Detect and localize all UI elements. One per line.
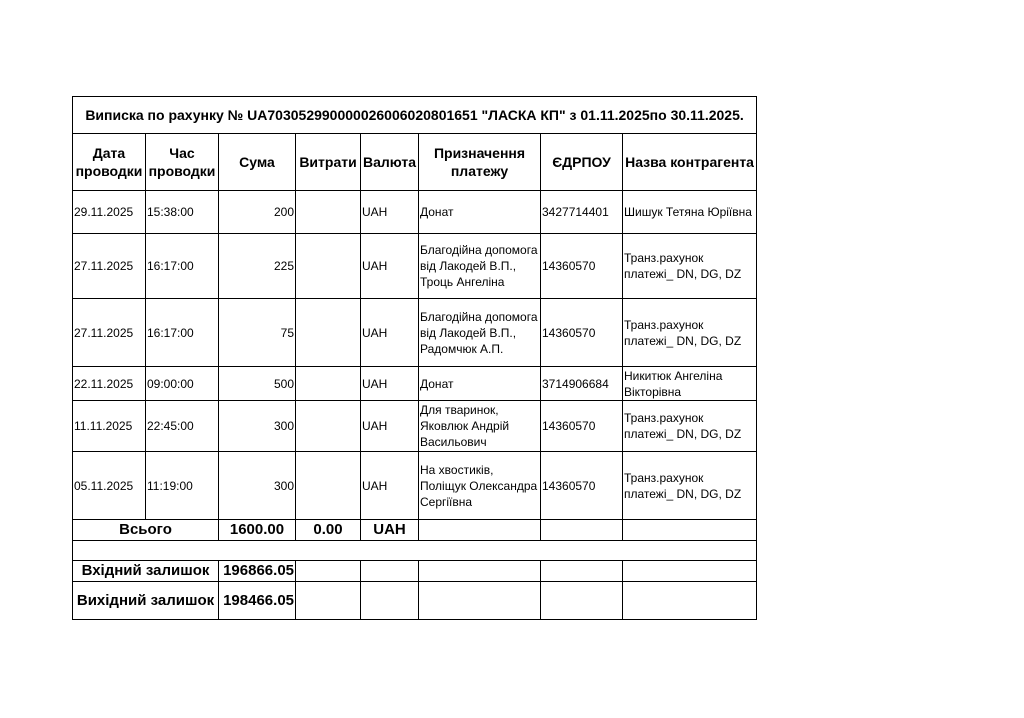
cell-fee bbox=[296, 367, 361, 401]
cell-counterparty: Транз.рахунок платежі_ DN, DG, DZ bbox=[623, 234, 757, 299]
column-header-counterparty: Назва контрагента bbox=[623, 134, 757, 191]
cell-time: 09:00:00 bbox=[146, 367, 219, 401]
cell-purpose: Для тваринок, Яковлюк Андрій Васильович bbox=[419, 401, 541, 452]
cell-date: 22.11.2025 bbox=[73, 367, 146, 401]
cell-amount: 200 bbox=[219, 191, 296, 234]
cell-currency: UAH bbox=[361, 299, 419, 367]
cell-purpose: Донат bbox=[419, 367, 541, 401]
cell-fee bbox=[296, 234, 361, 299]
spacer-row bbox=[73, 541, 757, 561]
empty-cell bbox=[541, 582, 623, 620]
cell-fee bbox=[296, 299, 361, 367]
cell-counterparty: Никитюк Ангеліна Вікторівна bbox=[623, 367, 757, 401]
cell-purpose: Донат bbox=[419, 191, 541, 234]
empty-cell bbox=[623, 520, 757, 541]
cell-counterparty: Транз.рахунок платежі_ DN, DG, DZ bbox=[623, 299, 757, 367]
empty-cell bbox=[419, 582, 541, 620]
table-row bbox=[73, 401, 757, 452]
total-currency: UAH bbox=[361, 520, 419, 541]
column-header-amount: Сума bbox=[219, 134, 296, 191]
cell-time: 15:38:00 bbox=[146, 191, 219, 234]
opening-balance-value: 196866.05 bbox=[219, 561, 296, 582]
closing-balance-label: Вихідний залишок bbox=[73, 582, 219, 620]
column-header-time: Час проводки bbox=[146, 134, 219, 191]
table-row bbox=[73, 191, 757, 234]
cell-edrpou: 14360570 bbox=[541, 401, 623, 452]
empty-cell bbox=[419, 561, 541, 582]
cell-date: 11.11.2025 bbox=[73, 401, 146, 452]
cell-date: 05.11.2025 bbox=[73, 452, 146, 520]
cell-edrpou: 14360570 bbox=[541, 234, 623, 299]
cell-fee bbox=[296, 452, 361, 520]
opening-balance-row bbox=[73, 561, 757, 582]
empty-cell bbox=[296, 582, 361, 620]
cell-counterparty: Шишук Тетяна Юріївна bbox=[623, 191, 757, 234]
statement-table bbox=[72, 96, 757, 620]
total-amount: 1600.00 bbox=[219, 520, 296, 541]
cell-currency: UAH bbox=[361, 191, 419, 234]
empty-cell bbox=[361, 561, 419, 582]
cell-amount: 75 bbox=[219, 299, 296, 367]
cell-currency: UAH bbox=[361, 452, 419, 520]
cell-currency: UAH bbox=[361, 234, 419, 299]
cell-amount: 225 bbox=[219, 234, 296, 299]
empty-cell bbox=[623, 582, 757, 620]
column-header-currency: Валюта bbox=[361, 134, 419, 191]
cell-fee bbox=[296, 191, 361, 234]
cell-amount: 300 bbox=[219, 452, 296, 520]
cell-time: 22:45:00 bbox=[146, 401, 219, 452]
cell-purpose: Благодійна допомога від Лакодей В.П., Троць Ангеліна bbox=[419, 234, 541, 299]
cell-date: 29.11.2025 bbox=[73, 191, 146, 234]
column-header-edrpou: ЄДРПОУ bbox=[541, 134, 623, 191]
table-row bbox=[73, 452, 757, 520]
column-header-date: Дата проводки bbox=[73, 134, 146, 191]
total-row bbox=[73, 520, 757, 541]
empty-cell bbox=[541, 520, 623, 541]
cell-amount: 300 bbox=[219, 401, 296, 452]
empty-cell bbox=[419, 520, 541, 541]
header-row bbox=[73, 134, 757, 191]
cell-time: 11:19:00 bbox=[146, 452, 219, 520]
statement-title: Виписка по рахунку № UA703052990000026006020801651 "ЛАСКА КП" з 01.11.2025по 30.11.2025. bbox=[73, 97, 757, 134]
table-row bbox=[73, 299, 757, 367]
cell-date: 27.11.2025 bbox=[73, 299, 146, 367]
cell-counterparty: Транз.рахунок платежі_ DN, DG, DZ bbox=[623, 401, 757, 452]
empty-cell bbox=[541, 561, 623, 582]
cell-purpose: Благодійна допомога від Лакодей В.П., Радомчюк А.П. bbox=[419, 299, 541, 367]
cell-time: 16:17:00 bbox=[146, 299, 219, 367]
total-fee: 0.00 bbox=[296, 520, 361, 541]
empty-cell bbox=[296, 561, 361, 582]
cell-amount: 500 bbox=[219, 367, 296, 401]
empty-cell bbox=[361, 582, 419, 620]
total-label: Всього bbox=[73, 520, 219, 541]
cell-currency: UAH bbox=[361, 401, 419, 452]
cell-time: 16:17:00 bbox=[146, 234, 219, 299]
column-header-purpose: Призначення платежу bbox=[419, 134, 541, 191]
cell-currency: UAH bbox=[361, 367, 419, 401]
empty-cell bbox=[623, 561, 757, 582]
cell-date: 27.11.2025 bbox=[73, 234, 146, 299]
closing-balance-row bbox=[73, 582, 757, 620]
cell-purpose: На хвостиків, Поліщук Олександра Сергіївна bbox=[419, 452, 541, 520]
table-row bbox=[73, 367, 757, 401]
closing-balance-value: 198466.05 bbox=[219, 582, 296, 620]
empty-cell bbox=[73, 541, 757, 561]
opening-balance-label: Вхідний залишок bbox=[73, 561, 219, 582]
cell-counterparty: Транз.рахунок платежі_ DN, DG, DZ bbox=[623, 452, 757, 520]
cell-fee bbox=[296, 401, 361, 452]
cell-edrpou: 14360570 bbox=[541, 452, 623, 520]
column-header-fee: Витрати bbox=[296, 134, 361, 191]
cell-edrpou: 3427714401 bbox=[541, 191, 623, 234]
table-row bbox=[73, 234, 757, 299]
cell-edrpou: 3714906684 bbox=[541, 367, 623, 401]
cell-edrpou: 14360570 bbox=[541, 299, 623, 367]
